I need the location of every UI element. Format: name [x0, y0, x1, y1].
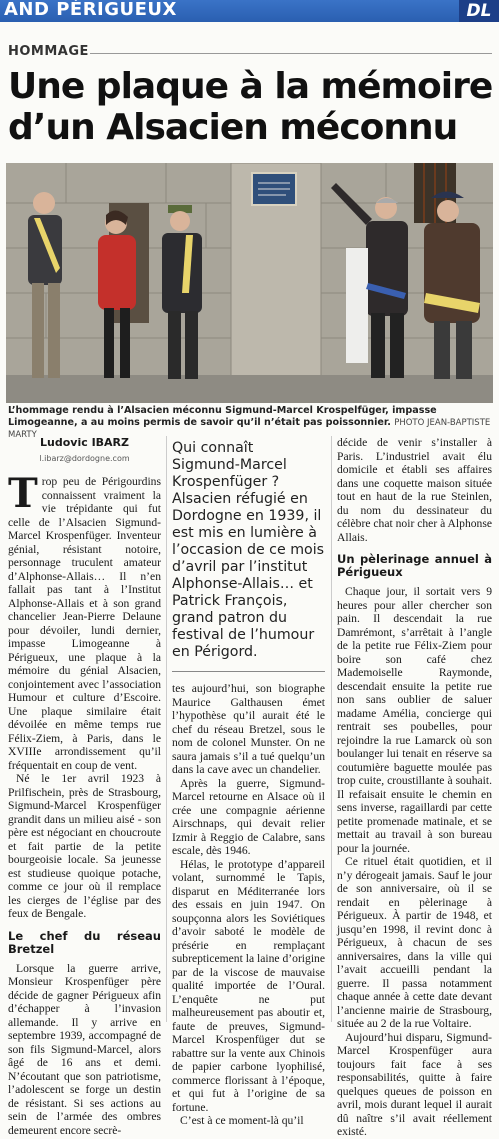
author-name: Ludovic IBARZ [40, 436, 129, 449]
lead-text: rop peu de Périgourdins connaissent vraiment la vie trépidante qui fut celle de l’Alsacien Sigmund-Marcel Krospenfüger. Inventeur génial, résistant notoire, personnage truculent amateur d’Alphonse-Allais… Il n’en fallait pas tant à l’Institut Alphonse-Allais et à son grand chancelier Jean-Pierre Delaune pour dévoiler, lundi dernier, impasse Limogeanne à Périgueux, une plaque à la mémoire du génial Alsacien, conjointement avec l’association Humour et culture d’Escoire. Une plaque similaire était dévoilée en même temps rue Félix-Ziem, à Paris, dans le XVIIIe arrondissement qu’il fréquentait en coup de vent. [8, 475, 161, 772]
body-paragraph: tes aujourd’hui, son biographe Maurice Galthausen émet l’hypothèse qu’il aurait été le chef du réseau Bretzel, sous le nom de colonel Munster. On ne saura jamais s’il a tué quelqu’un dans la cave avec un chandelier. [172, 682, 325, 776]
newspaper-logo: DL [459, 0, 499, 22]
kicker-rule [90, 53, 492, 54]
column-divider [331, 436, 332, 1022]
body-paragraph: Chaque jour, il sortait vers 9 heures pour aller chercher son pain. Il descendait la rue Damrémont, s’arrêtait à l’angle de la petite rue Félix-Ziem pour boire son café chez Mademoiselle Raymonde, descendait ensuite la petite rue non sans oublier de saluer madame Amélia, concierge qui rentrait ses poubelles, pour rejoindre la rue Lamarck où son boulanger lui tenait en réserve sa coutumière baguette moulée pas trop cuite, croustillante à souhait. Il refaisait ensuite le chemin en sens inverse, ragaillardi par cette petite promenade matinale, et se mettait au travail à son bureau pour la journée. [337, 585, 492, 855]
body-paragraph: Après la guerre, Sigmund-Marcel retourne en Alsace où il crée une compagnie aérienne Airschnaps, qui devait relier Izmir à Reggio de Calabre, sans escale, dès 1946. [172, 776, 325, 857]
subheading: Le chef du réseau Bretzel [8, 928, 161, 956]
body-paragraph: Ce rituel était quotidien, et il n’y dérogeait jamais. Sauf le jour de son anniversaire, où il se rendait en pèlerinage à Périgueux. À partir de 1948, et jusqu’en 1998, il revint donc à Périgueux, à chacun de ses anniversaires, dans la ville qui l’avait accueilli pendant la guerre. Il passa notamment chaque année à cette date devant l’ancienne mairie de Strasbourg, située au 2 de la rue Voltaire. [337, 855, 492, 1030]
article-column-3 [337, 436, 492, 1139]
body-paragraph: C’est à ce moment-là qu’il [180, 1114, 304, 1127]
body-paragraph: Lorsque la guerre arrive, Monsieur Krospenfüger père décide de gagner Périgueux afin d’échapper à l’invasion allemande. Il y arrive en septembre 1939, accompagné de son fils Sigmund-Marcel, alors âgé de 16 ans et demi. N’écoutant que son patriotisme, l’adolescent se forge un destin de résistant. Si ses actions au sein de l’armée des ombres demeurent encore secrè- [8, 961, 161, 1137]
photo-credit: PHOTO JEAN-BAPTISTE MARTY [8, 418, 491, 440]
caption-text: L’hommage rendu à l’Alsacien méconnu Sigmund-Marcel Krospelfüger, impasse Limogeanne, a au moins permis de savoir qu’il n’était pas poissonnier. [8, 405, 437, 428]
column-divider [166, 436, 167, 1022]
body-paragraph: décide de venir s’installer à Paris. L’industriel avait élu domicile et établi ses affaires dans une coquette maison située tout en haut de la rue Steinlen, du nom du dessinateur du célèbre chat noir cher à Alphonse Allais. [337, 436, 492, 544]
pull-quote: Qui connaît Sigmund-Marcel Krospenfüger ? Alsacien réfugié en Dordogne en 1939, il est mis en lumière à l’occasion de ce mois d’avril par l’institut Alphonse-Allais… et Patrick François, grand patron du festival de l’humour en Périgord. [172, 440, 325, 672]
article-column-1 [8, 436, 161, 1137]
article-photo [6, 163, 493, 403]
photo-illustration [6, 163, 493, 403]
kicker-label: HOMMAGE [8, 44, 89, 59]
section-header-bar [0, 0, 499, 22]
body-paragraph: Hélas, le prototype d’appareil volant, surnommé le Tapis, disparut en Méditerranée lors des essais en juin 1947. On soupçonna alors les Soviétiques d’avoir saboté le modèle de présérie en remplaçant subrepticement la laine d’origine par de la viscose de mauvaise qualité importée de l’Oural. L’enquête ne put malheureusement pas aboutir et, faute de preuves, Sigmund-Marcel Krospenfüger dut se rabattre sur la vente aux Chinois de papier carbone lyophilisé, commerce florissant à l’époque, et qui fut à l’origine de sa fortune. [172, 857, 325, 1114]
drop-cap: T [8, 470, 38, 517]
section-title: AND PÉRIGUEUX [4, 0, 177, 20]
author-email: l.ibarz@dordogne.com [39, 453, 130, 463]
lead-paragraph [8, 470, 161, 772]
body-paragraph: Aujourd’hui disparu, Sigmund-Marcel Krospenfüger aura toujours fait face à ses responsabilités, quitte à faire quelques queues de poisson en avril, mois durant lequel il aurait dû naître s’il avait réellement existé. [337, 1030, 492, 1138]
article-headline: Une plaque à la mémoire d’un Alsacien méconnu [8, 66, 493, 148]
subheading: Un pèlerinage annuel à Périgueux [337, 552, 492, 579]
body-paragraph: Né le 1er avril 1923 à Prilfischein, près de Strasbourg, Sigmund-Marcel Krospenfüger grandit dans un milieu aisé - son père est négociant en choucroute et fait partie de la petite bourgeoisie locale. Sa jeunesse est studieuse quoique potache, comme ce jour où il remplace les cierges de l’église par des feux de Bengale. [8, 772, 161, 920]
